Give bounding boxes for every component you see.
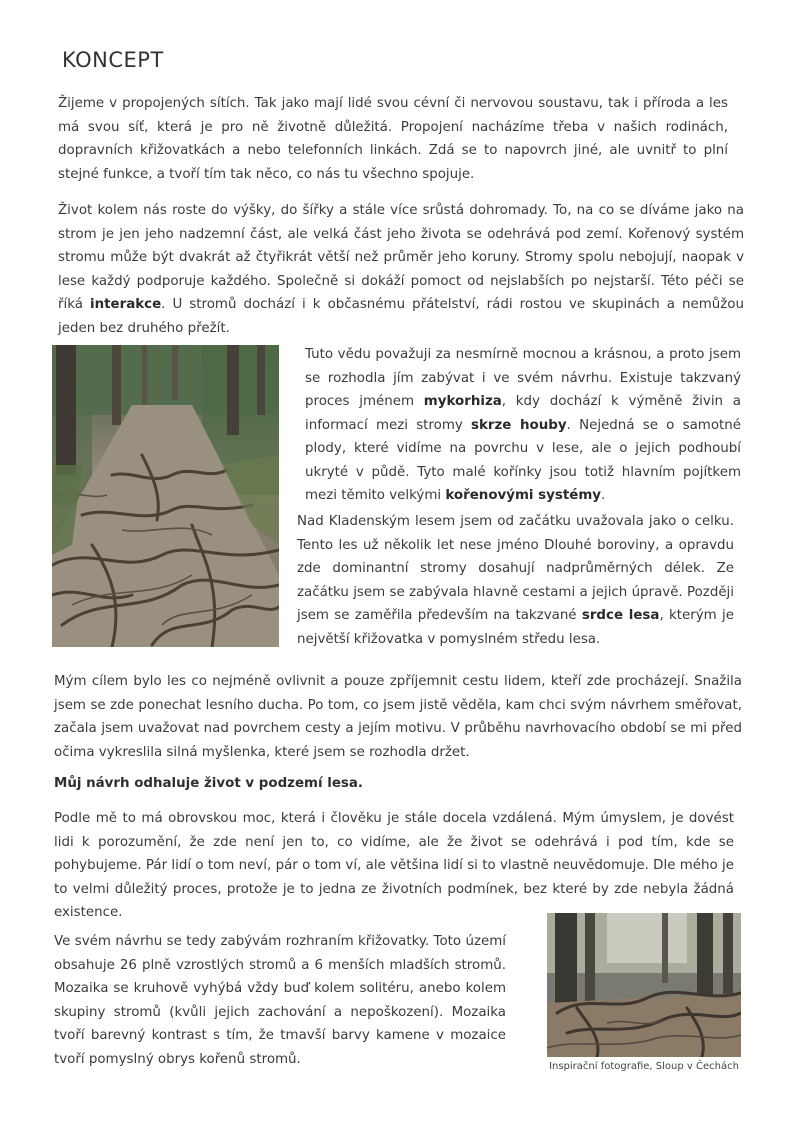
paragraph-intro: Žijeme v propojených sítích. Tak jako mají lidé svou cévní či nervovou soustavu, tak i příroda a les má svou síť, která je pro ně životně důležitá. Propojení nacházíme třeba v našich rodinách, dopravních křižovatkách a nebo telefonních linkách. Zdá se to napovrch jiné, ale uvnitř to plní stejné funkce, a tvoří tím tak něco, co nás tu všechno spojuje. (58, 96, 728, 182)
section-heading: Můj návrh odhaluje život v podzemí lesa. (54, 776, 363, 791)
page-title: KONCEPT (62, 48, 164, 72)
paragraph-goal: Mým cílem bylo les co nejméně ovlivnit a pouze zpříjemnit cestu lidem, kteří zde procházejí. Snažila jsem se zde ponechat lesního ducha. Po tom, co jsem jistě věděla, kam chci svým návrhem směřovat, začala jsem uvažovat nad povrchem cesty a jejím motivu. V průběhu navrhovacího období se mi před očima vykreslila silná myšlenka, které jsem se rozhodla držet. (54, 674, 742, 760)
inspiration-photo (547, 913, 741, 1057)
bold-mykorhiza: mykorhiza (423, 394, 502, 409)
bold-korenove-systemy: kořenovými systémy (445, 488, 602, 503)
paragraph-life: Život kolem nás roste do výšky, do šířky a stále více srůstá dohromady. To, na co se díváme jako na strom je jen jeho nadzemní část, ale velká část jeho života se odehrává pod zemí. Kořenový systém stromu může být dvakrát až čtyřikrát větší než průměr jeho koruny. Stromy spolu nebojují, naopak v lese každý podporuje každého. Společně si dokáží pomoct od nejslabších po nejstarší. Této péči se říká interakce. U stromů dochází i k občasnému přátelství, rádi rostou ve skupinách a nemůžou jeden bez druhého přežít. (58, 203, 744, 336)
paragraph-kladno-forest: Nad Kladenským lesem jsem od začátku uvažovala jako o celku. Tento les už několik let nese jméno Dlouhé boroviny, a opravdu zde dominantní stromy dosahují nadprůměrných délek. Ze začátku jsem se zabývala hlavně cestami a jejich úpravě. Později jsem se zaměřila především na takzvané srdce lesa, kterým je největší křižovatka v pomyslném středu lesa. (297, 514, 734, 647)
paragraph-design: Ve svém návrhu se tedy zabývám rozhraním křižovatky. Toto území obsahuje 26 plně vzrostlých stromů a 6 menších mladších stromů. Mozaika se kruhově vyhýbá vždy buď kolem solitéru, anebo kolem skupiny stromů (kvůli jejich zachování a nepoškození). Mozaika tvoří barevný kontrast s tím, že tmavší barvy kamene v mozaice tvoří pomyslný obrys kořenů stromů. (54, 934, 506, 1067)
bold-skrze-houby: skrze houby (471, 417, 567, 433)
bold-srdce-lesa: srdce lesa (581, 608, 660, 623)
forest-roots-photo (52, 345, 279, 647)
bold-interakce: interakce (90, 297, 162, 312)
photo-caption: Inspirační fotografie, Sloup v Čechách (549, 1061, 739, 1072)
paragraph-meaning: Podle mě to má obrovskou moc, která i člověku je stále docela vzdálená. Mým úmyslem, je dovést lidi k porozumění, že zde není jen to, co vidíme, ale že život se odehrává i pod tím, kde se pohybujeme. Pár lidí o tom neví, pár o tom ví, ale většina lidí si to vlastně neuvědomuje. Dle mého je to velmi důležitý proces, protože je to jedna ze životních podmínek, bez které by zde nebyla žádná existence. (54, 811, 734, 920)
paragraph-mycorrhiza: Tuto vědu považuji za nesmírně mocnou a krásnou, a proto jsem se rozhodla jím zabývat i ve svém návrhu. Existuje takzvaný proces jménem mykorhiza, kdy dochází k výměně živin a informací mezi stromy skrze houby. Nejedná se o samotné plody, které vidíme na povrchu v lese, ale o jejich podhoubí ukryté v půdě. Tyto malé kořínky jsou totiž hlavním pojítkem mezi těmito velkými kořenovými systémy. (305, 347, 742, 503)
